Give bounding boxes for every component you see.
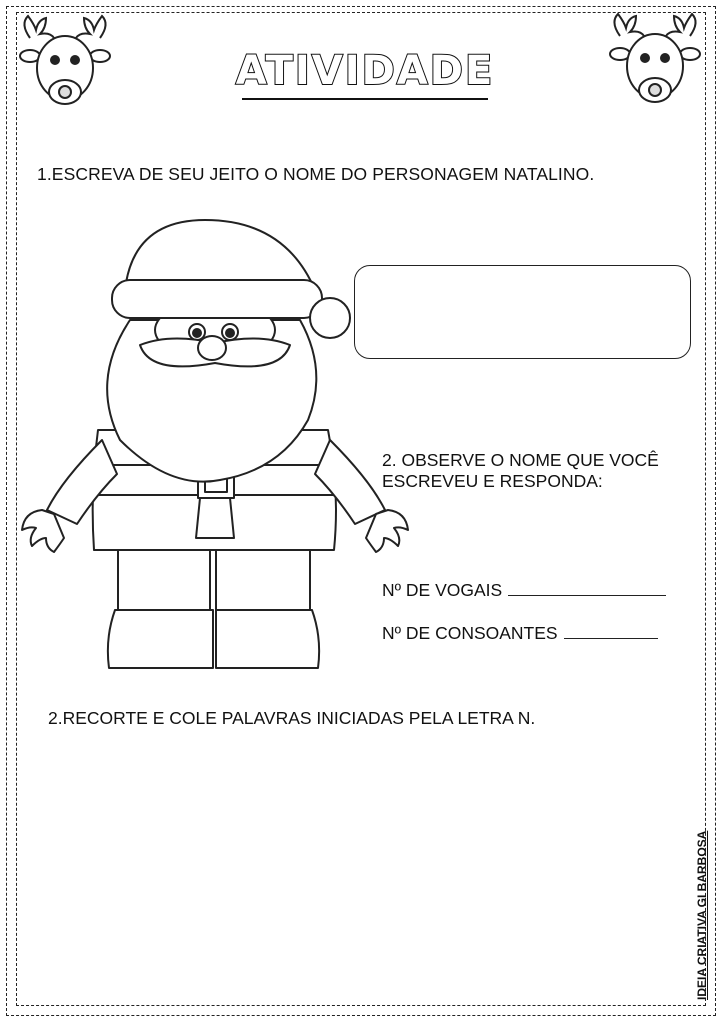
santa-claus-illustration	[20, 210, 410, 680]
page-title	[200, 40, 530, 110]
consoantes-label: Nº DE CONSOANTES	[382, 623, 558, 643]
question-2-line-2: ESCREVEU E RESPONDA:	[382, 471, 603, 491]
name-answer-box[interactable]	[354, 265, 691, 359]
consoantes-row	[382, 622, 658, 644]
consoantes-blank[interactable]	[564, 622, 658, 639]
reindeer-icon	[600, 6, 710, 116]
question-3: 2.RECORTE E COLE PALAVRAS INICIADAS PELA LETRA N.	[48, 708, 536, 728]
credit-text: IDEIA CRIATIVA GI BARBOSA	[695, 830, 709, 1000]
vogais-blank[interactable]	[508, 579, 666, 596]
question-1: 1.ESCREVA DE SEU JEITO O NOME DO PERSONAGEM NATALINO.	[37, 164, 595, 184]
reindeer-icon	[10, 8, 120, 118]
vogais-label: Nº DE VOGAIS	[382, 580, 503, 600]
title-text: ATIVIDADE	[235, 48, 495, 94]
question-2	[382, 450, 702, 492]
title-underline	[242, 98, 488, 100]
question-2-line-1: 2. OBSERVE O NOME QUE VOCÊ	[382, 450, 659, 470]
vogais-row	[382, 579, 666, 601]
